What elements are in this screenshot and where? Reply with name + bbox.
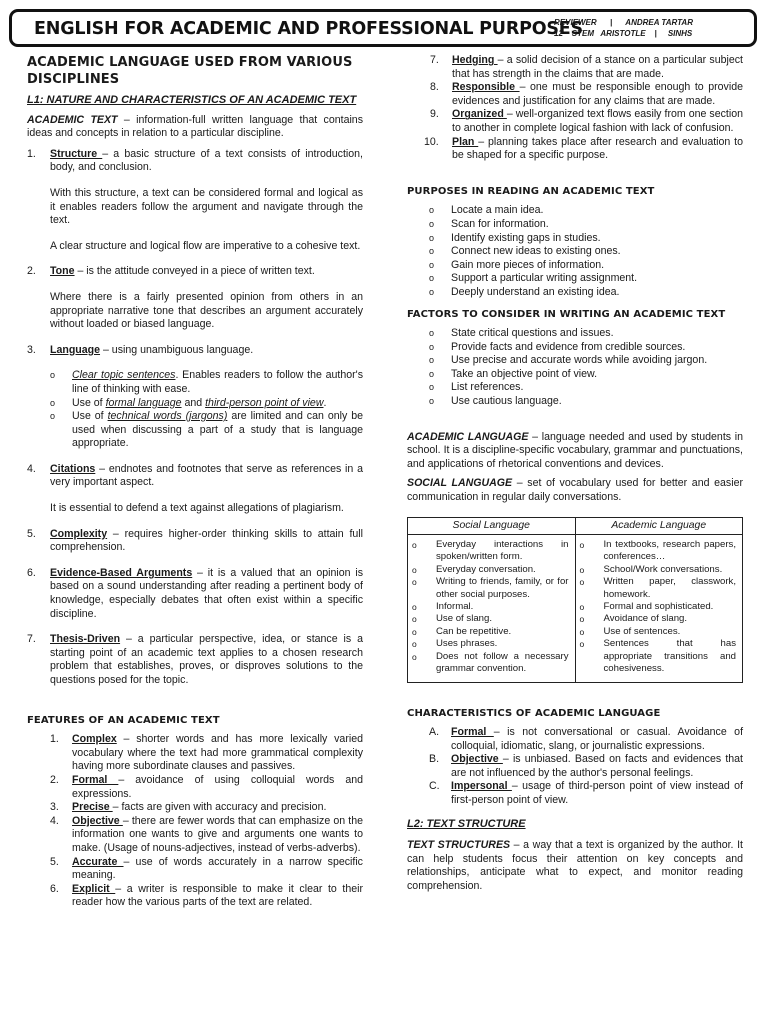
table-header-academic: Academic Language xyxy=(575,517,743,534)
term-citations: Citations xyxy=(50,462,96,475)
list-item-language: 3. Language – using unambiguous language. o Clear topic sentences. Enables readers to follow the author's line of thinking with ease. o Use of formal language and third-person point of view. o Use of technical words (jargons) are limited and can only be used when discussing a part of a study that is language appropriate. xyxy=(27,343,363,450)
list-item: o Does not follow a necessary grammar convention. xyxy=(412,650,569,675)
list-item-feature: 3. Precise – facts are given with accuracy and precision. xyxy=(50,801,327,814)
table-header-social: Social Language xyxy=(408,517,576,534)
academic-language-term: ACADEMIC LANGUAGE xyxy=(407,430,529,443)
header-meta xyxy=(554,17,732,39)
list-item: o Everyday conversation. xyxy=(412,563,536,575)
term-language: Language xyxy=(50,343,101,356)
features-list-continued xyxy=(407,54,743,163)
list-item: o Writing to friends, family, or for other social purposes. xyxy=(412,576,569,600)
social-language-term: SOCIAL LANGUAGE xyxy=(407,477,513,490)
list-item: o Can be repetitive. xyxy=(412,625,512,637)
social-language-list xyxy=(412,539,569,675)
purposes-list xyxy=(429,204,743,299)
page-header xyxy=(9,9,757,47)
lesson2-title: L2: TEXT STRUCTURE xyxy=(407,817,526,830)
table-cell-social xyxy=(408,535,576,682)
list-item-feature: 10. Plan – planning takes place after research and evaluation to be shaped for a specific purpose. xyxy=(424,135,743,162)
table-row xyxy=(408,535,743,682)
list-item-purpose: o Connect new ideas to existing ones. xyxy=(429,245,621,258)
term-evidence-based-arguments: Evidence-Based Arguments xyxy=(50,566,193,579)
list-item: o School/Work conversations. xyxy=(579,563,723,575)
list-item-feature: 8. Responsible – one must be responsible enough to provide evidences and justification for any claims that are made. xyxy=(430,81,743,107)
list-item-thesis-driven: 7. Thesis-Driven – a particular perspective, idea, or stance is a starting point of an academic text applies to a chosen research problem that establishes, proves, or disproves solutions to the questions posed for the topic. xyxy=(27,633,363,686)
features-list xyxy=(27,733,363,910)
table-cell-academic xyxy=(575,535,743,682)
term-thesis-driven: Thesis-Driven xyxy=(50,633,121,646)
characteristics-list xyxy=(429,726,743,808)
list-item-characteristic: B. Objective – is unbiased. Based on facts and evidences that are not influenced by the author's personal feelings. xyxy=(429,753,743,779)
lesson1-title: L1: NATURE AND CHARACTERISTICS OF AN ACADEMIC TEXT xyxy=(27,94,357,106)
list-item-feature: 5. Accurate – use of words accurately in a narrow specific meaning. xyxy=(50,855,363,882)
list-item-feature: 1. Complex – shorter words and has more lexically varied vocabulary where the text had more grammatical complexity having more subordinate clauses and passives. xyxy=(50,733,363,773)
academic-text-characteristics-list xyxy=(27,148,363,688)
list-item-characteristic: C. Impersonal – usage of third-person point of view instead of first-person point of view. xyxy=(429,780,743,807)
list-item-purpose: o Gain more pieces of information. xyxy=(429,258,605,271)
list-item-purpose: o Scan for information. xyxy=(429,217,549,230)
language-comparison-table xyxy=(407,517,743,683)
characteristics-title: CHARACTERISTICS OF ACADEMIC LANGUAGE xyxy=(407,707,661,719)
list-item: o Informal. xyxy=(412,601,474,613)
table-header-row xyxy=(408,517,743,534)
document-title: ENGLISH FOR ACADEMIC AND PROFESSIONAL PURPOSES xyxy=(34,19,583,39)
term-tone: Tone xyxy=(50,265,75,278)
list-item-tone: 2. Tone – is the attitude conveyed in a piece of written text. Where there is a fairly presented opinion from others in an appropriate narrative tone that describes an argument accurately without loaded or biased language. xyxy=(27,265,363,331)
right-column xyxy=(407,54,743,894)
academic-text-definition: ACADEMIC TEXT – information-full written language that contains ideas and concepts in relation to a particular discipline. xyxy=(27,113,364,140)
social-language-definition: SOCIAL LANGUAGE – set of vocabulary used for better and easier communication in regular daily conversations. xyxy=(407,477,743,504)
academic-text-term: ACADEMIC TEXT xyxy=(27,113,118,126)
list-item-evidence-based-arguments: 6. Evidence-Based Arguments – it is a valued that an opinion is based on a sound understanding after reading a pertinent body of knowledge, especially debates that often exist within a specific discipline. xyxy=(27,566,363,620)
list-item-purpose: o Deeply understand an existing idea. xyxy=(429,285,620,298)
list-item: o Avoidance of slang. xyxy=(579,613,688,625)
list-item-factor: o State critical questions and issues. xyxy=(429,327,614,340)
list-item-factor: o List references. xyxy=(429,381,524,394)
list-item-feature: 7. Hedging – a solid decision of a stance on a particular subject that has strength in the claims that are made. xyxy=(430,54,743,80)
list-item-citations: 4. Citations – endnotes and footnotes that serve as references in a very important aspect. It is essential to defend a text against allegations of plagiarism. xyxy=(27,462,363,515)
list-item-factor: o Use cautious language. xyxy=(429,395,562,408)
list-item: o In textbooks, research papers, conferences… xyxy=(579,539,736,563)
list-item-complexity: 5. Complexity – requires higher-order thinking skills to attain full comprehension. xyxy=(27,527,363,554)
list-item-structure: 1. Structure – a basic structure of a text consists of introduction, body, and conclusion. With this structure, a text can be considered formal and logical as it enables readers follow the argument and navigate through the text. A clear structure and logical flow are imperative to a cohesive text. xyxy=(27,147,363,252)
list-item: o Use of technical words (jargons) are limited and can only be used when discussing a part of a study that is language appropriate. xyxy=(50,410,363,450)
list-item: o Everyday interactions in spoken/written form. xyxy=(412,539,569,563)
factors-list xyxy=(429,327,743,409)
list-item-purpose: o Identify existing gaps in studies. xyxy=(429,231,601,244)
list-item-purpose: o Support a particular writing assignment. xyxy=(429,272,638,285)
left-column xyxy=(27,54,363,910)
list-item: o Uses phrases. xyxy=(412,638,498,650)
list-item: o Formal and sophisticated. xyxy=(579,601,714,613)
text-structures-definition: TEXT STRUCTURES – a way that a text is organized by the author. It can help students focus their attention on key concepts and relationships, anticipate what to expect, and monitor reading comprehension. xyxy=(407,839,743,893)
language-sublist xyxy=(50,369,363,451)
factors-title: FACTORS TO CONSIDER IN WRITING AN ACADEMIC TEXT xyxy=(407,308,726,320)
list-item-characteristic: A. Formal – is not conversational or casual. Avoidance of colloquial, idiomatic, slang, or journalistic expressions. xyxy=(429,726,744,752)
term-structure: Structure xyxy=(50,147,103,160)
list-item-purpose: o Locate a main idea. xyxy=(429,204,544,217)
list-item: o Written paper, classwork, homework. xyxy=(579,576,736,600)
text-structures-term: TEXT STRUCTURES xyxy=(407,839,511,852)
list-item: o Sentences that has appropriate transitions and cohesiveness. xyxy=(579,638,736,675)
main-title: ACADEMIC LANGUAGE USED FROM VARIOUS DISCIPLINES xyxy=(27,55,353,87)
purposes-title: PURPOSES IN READING AN ACADEMIC TEXT xyxy=(407,185,655,197)
list-item: o Use of slang. xyxy=(412,613,492,625)
list-item: o Clear topic sentences. Enables readers to follow the author's line of thinking with ease. xyxy=(50,369,363,395)
list-item-feature: 2. Formal – avoidance of using colloquial words and expressions. xyxy=(50,773,363,800)
header-meta-line2: 12 – STEM ARISTOTLE | SINHS xyxy=(554,29,693,38)
list-item-feature: 6. Explicit – a writer is responsible to make it clear to their reader how the various parts of the text are related. xyxy=(50,882,363,909)
term-complexity: Complexity xyxy=(50,527,108,540)
list-item: o Use of sentences. xyxy=(579,625,681,637)
list-item-factor: o Provide facts and evidence from credible sources. xyxy=(429,340,686,353)
list-item-feature: 4. Objective – there are fewer words that can emphasize on the information one wants to give and arguments one wants to make. (Usage of nouns-adjectives, instead of verbs-adverbs). xyxy=(50,814,363,854)
list-item: o Use of formal language and third-person point of view. xyxy=(50,396,327,409)
academic-language-definition: ACADEMIC LANGUAGE – language needed and used by students in school. It is a discipline-specific vocabulary, grammar and punctuations, and applications of rhetorical conventions and devices. xyxy=(407,430,744,470)
list-item-factor: o Take an objective point of view. xyxy=(429,367,598,380)
academic-language-list xyxy=(580,539,737,675)
header-meta-line1: REVIEWER | ANDREA TARTAR xyxy=(554,18,693,27)
features-title: FEATURES OF AN ACADEMIC TEXT xyxy=(27,714,220,726)
list-item-feature: 9. Organized – well-organized text flows easily from one section to another in complete logical fashion with lack of confusion. xyxy=(430,108,743,134)
list-item-factor: o Use precise and accurate words while avoiding jargon. xyxy=(429,354,708,367)
